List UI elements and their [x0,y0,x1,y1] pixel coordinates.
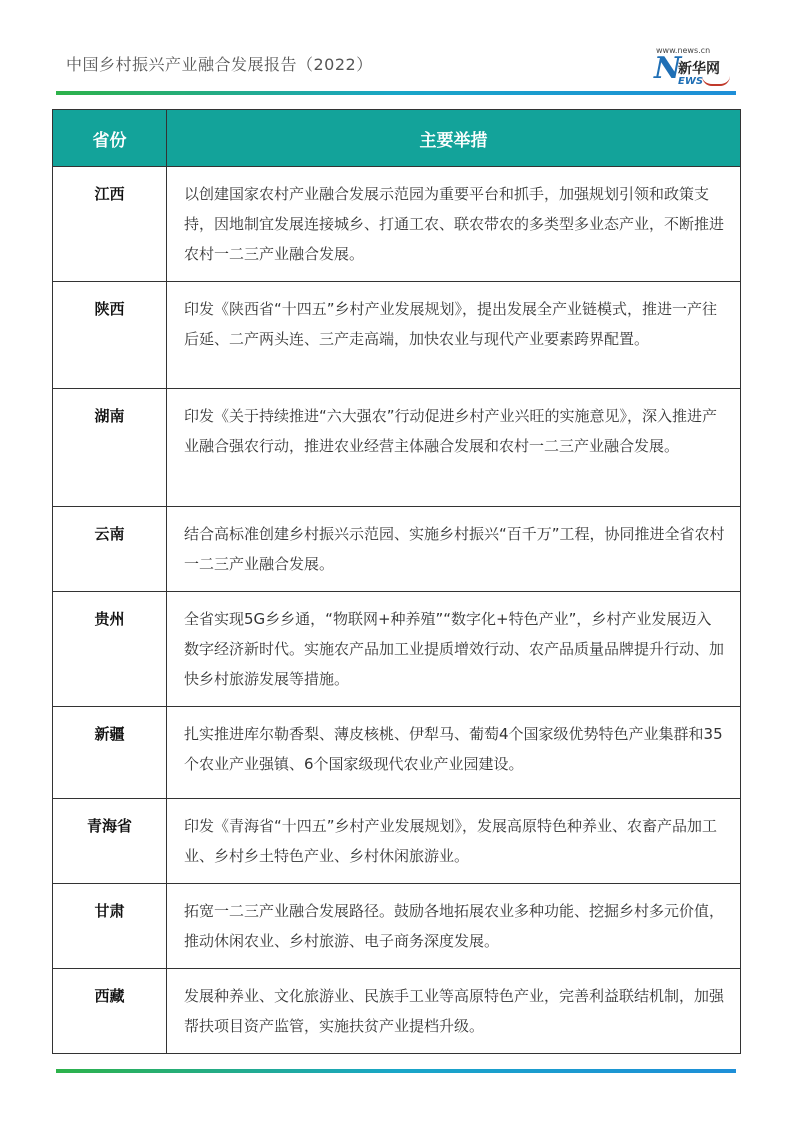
measure-cell: 以创建国家农村产业融合发展示范园为重要平台和抓手，加强规划引领和政策支持，因地制宜发展连接城乡、打通工农、联农带农的多类型多业态产业，不断推进农村一二三产业融合发展。 [167,167,741,282]
table-row [53,707,741,799]
xinhuanet-logo [654,46,734,90]
table-row [53,389,741,507]
measure-cell: 全省实现5G乡乡通，“物联网+种养殖”“数字化+特色产业”，乡村产业发展迈入数字经济新时代。实施农产品加工业提质增效行动、农产品质量品牌提升行动、加快乡村旅游发展等措施。 [167,592,741,707]
logo-wave-icon [702,76,730,86]
measure-cell: 发展种养业、文化旅游业、民族手工业等高原特色产业，完善利益联结机制，加强帮扶项目资产监管，实施扶贫产业提档升级。 [167,969,741,1054]
province-cell: 云南 [53,507,167,592]
province-cell: 青海省 [53,799,167,884]
province-cell: 新疆 [53,707,167,799]
province-cell: 陕西 [53,282,167,389]
province-cell: 甘肃 [53,884,167,969]
measure-cell: 扎实推进库尔勒香梨、薄皮核桃、伊犁马、葡萄4个国家级优势特色产业集群和35个农业产业强镇、6个国家级现代农业产业园建设。 [167,707,741,799]
measure-cell: 印发《关于持续推进“六大强农”行动促进乡村产业兴旺的实施意见》，深入推进产业融合强农行动，推进农业经营主体融合发展和农村一二三产业融合发展。 [167,389,741,507]
table-row [53,592,741,707]
measure-cell: 拓宽一二三产业融合发展路径。鼓励各地拓展农业多种功能、挖掘乡村多元价值，推动休闲农业、乡村旅游、电子商务深度发展。 [167,884,741,969]
province-cell: 湖南 [53,389,167,507]
table-row [53,167,741,282]
footer-divider [56,1069,736,1073]
column-header-province: 省份 [53,110,167,167]
header-divider [56,91,736,95]
table-row [53,282,741,389]
logo-url: www.news.cn [656,46,711,55]
table-row [53,884,741,969]
table-row [53,969,741,1054]
table-row [53,799,741,884]
logo-ews: EWS [678,76,704,87]
province-cell: 江西 [53,167,167,282]
measure-cell: 结合高标准创建乡村振兴示范园、实施乡村振兴“百千万”工程，协同推进全省农村一二三产业融合发展。 [167,507,741,592]
logo-n: N [654,51,682,86]
table-header-row [53,110,741,167]
logo-cn: 新华网 [678,61,720,77]
column-header-measures: 主要举措 [167,110,741,167]
table-row [53,507,741,592]
measure-cell: 印发《青海省“十四五”乡村产业发展规划》，发展高原特色种养业、农畜产品加工业、乡村乡土特色产业、乡村休闲旅游业。 [167,799,741,884]
province-cell: 贵州 [53,592,167,707]
measure-cell: 印发《陕西省“十四五”乡村产业发展规划》，提出发展全产业链模式，推进一产往后延、二产两头连、三产走高端，加快农业与现代产业要素跨界配置。 [167,282,741,389]
province-cell: 西藏 [53,969,167,1054]
measures-table [52,109,741,1054]
page-title: 中国乡村振兴产业融合发展报告（2022） [66,55,373,74]
